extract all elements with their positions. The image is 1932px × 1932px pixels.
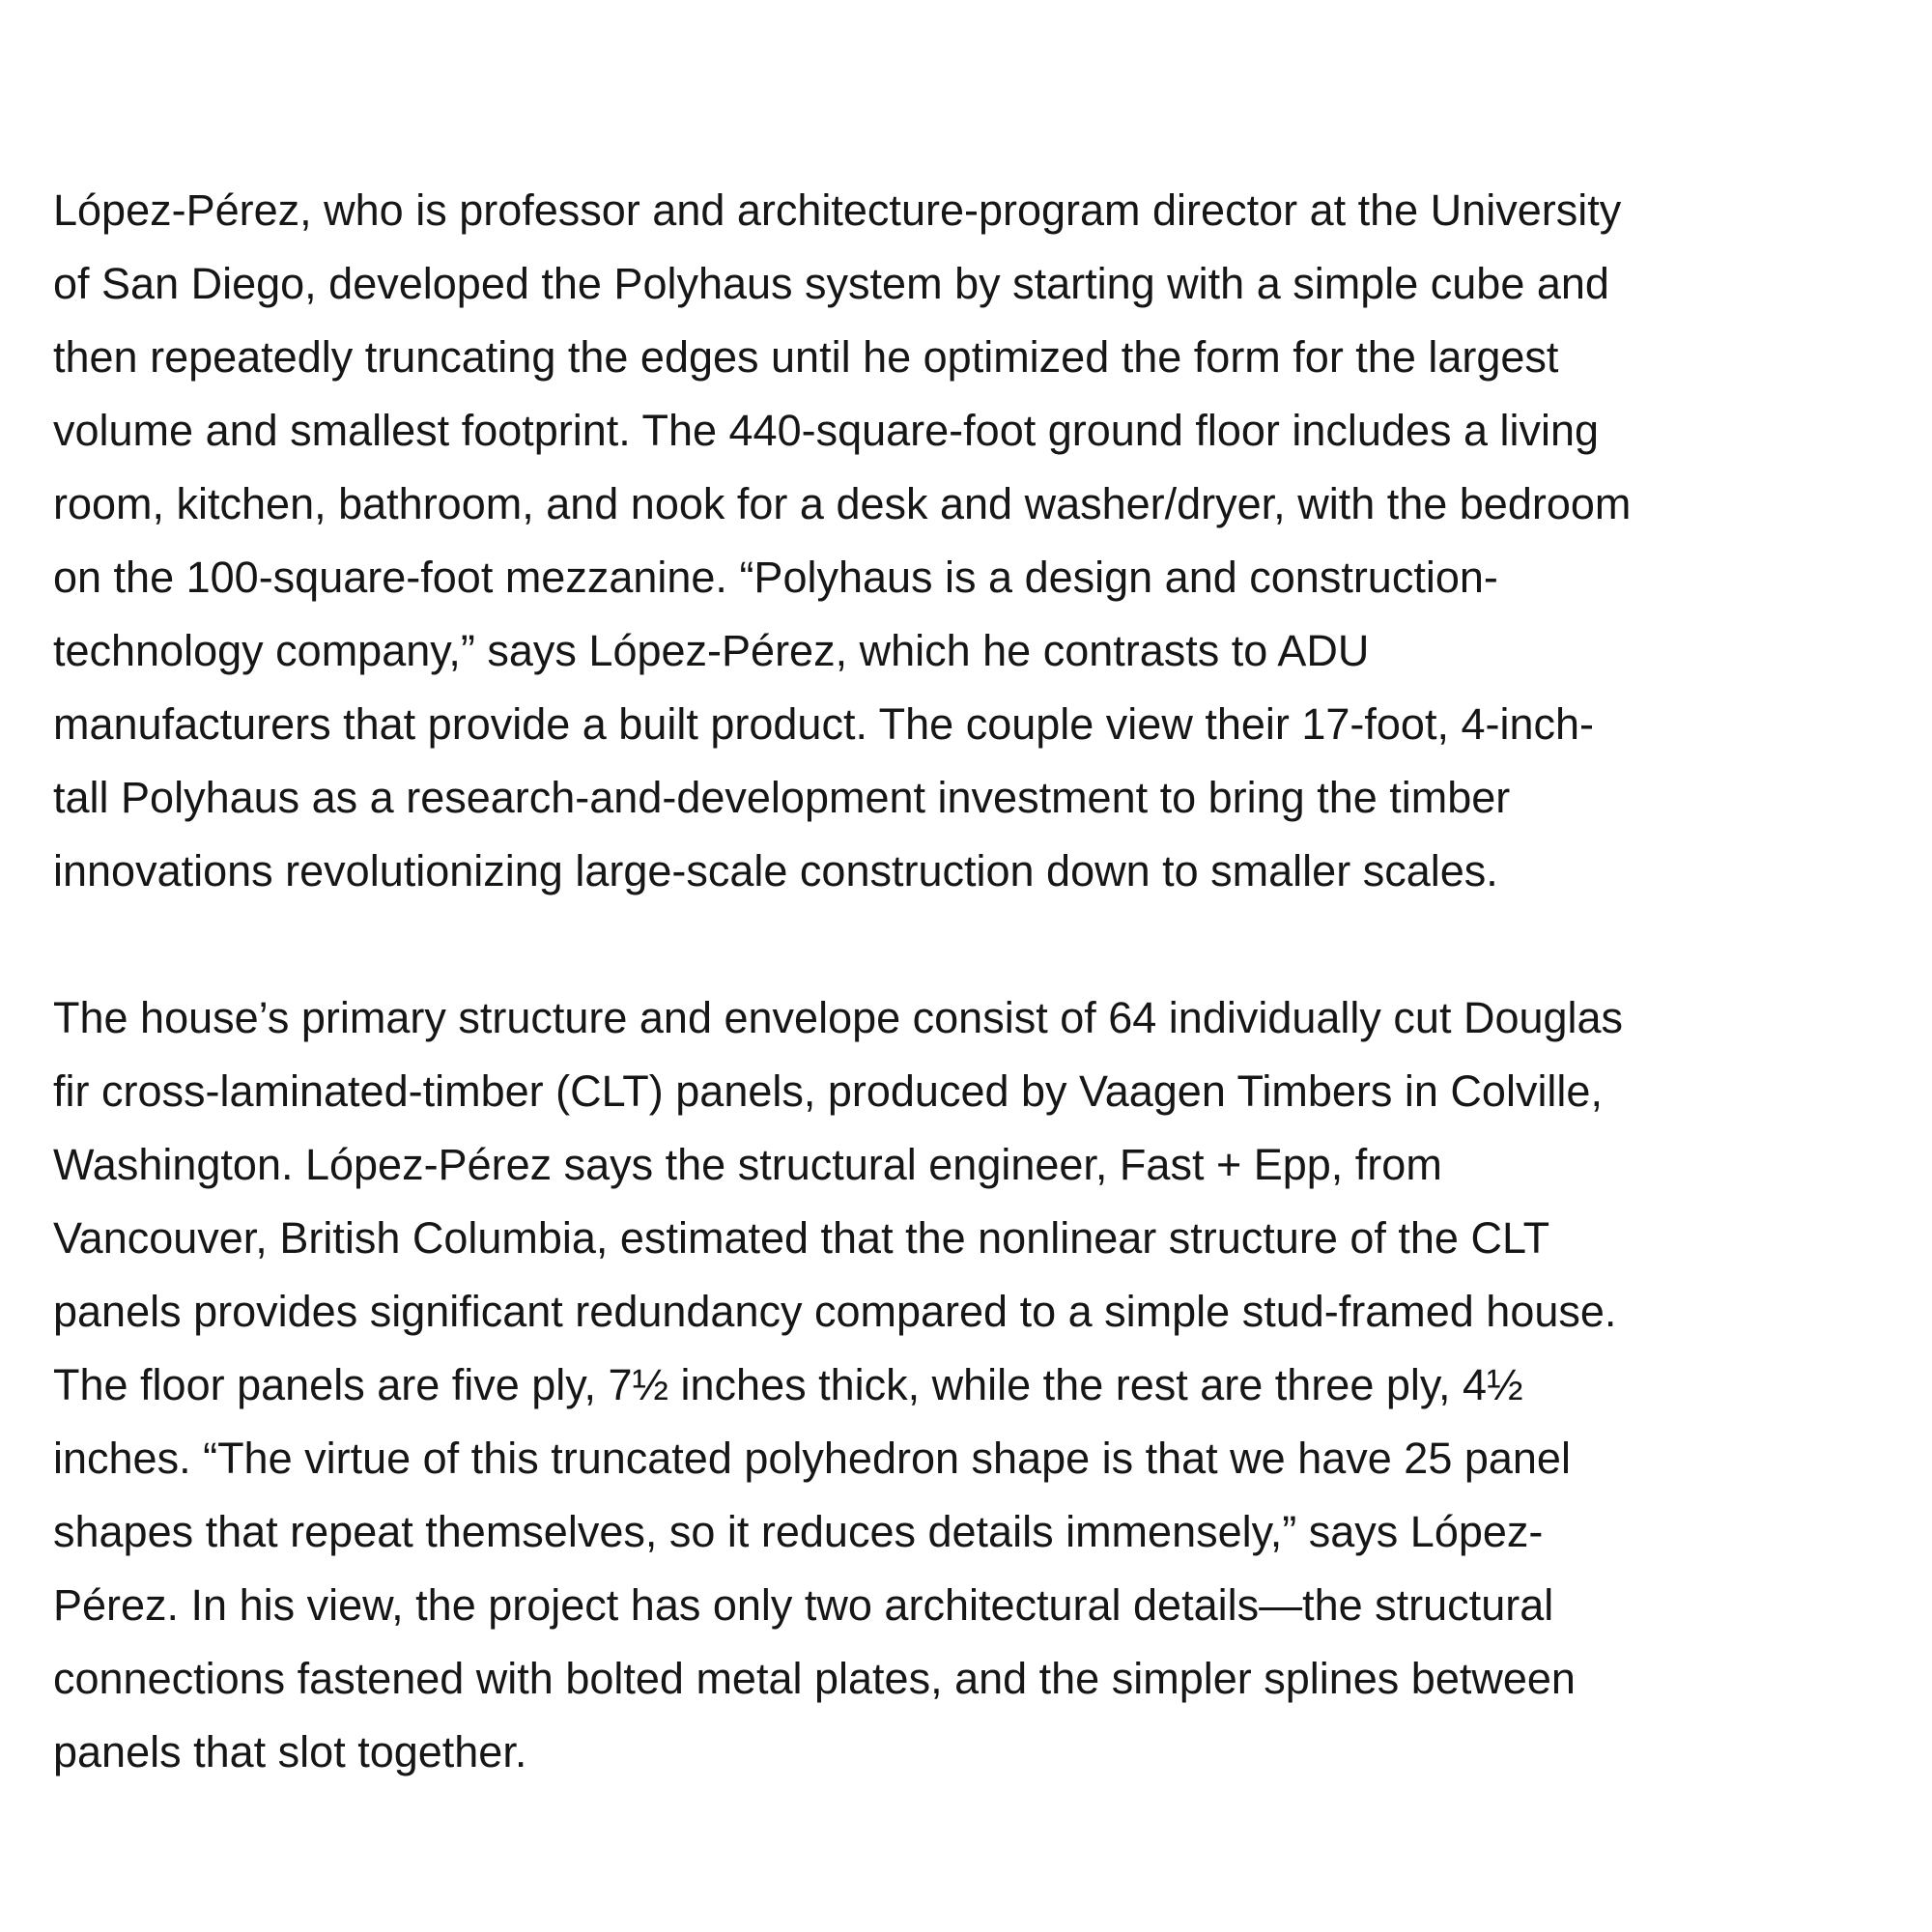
paragraph-line: on the 100-square-foot mezzanine. “Polyhaus is a design and construction- bbox=[53, 553, 1498, 602]
paragraph-line: Vancouver, British Columbia, estimated that the nonlinear structure of the CLT bbox=[53, 1213, 1550, 1263]
paragraph-line: Washington. López-Pérez says the structural engineer, Fast + Epp, from bbox=[53, 1140, 1442, 1189]
paragraph-line: shapes that repeat themselves, so it reduces details immensely,” says López- bbox=[53, 1507, 1544, 1556]
paragraph-2 bbox=[53, 981, 1889, 1789]
paragraph-spacer bbox=[53, 908, 1889, 981]
paragraph-line: fir cross-laminated-timber (CLT) panels, produced by Vaagen Timbers in Colville, bbox=[53, 1066, 1603, 1116]
paragraph-line: innovations revolutionizing large-scale construction down to smaller scales. bbox=[53, 846, 1498, 895]
paragraph-line: panels that slot together. bbox=[53, 1727, 527, 1776]
paragraph-line: Pérez. In his view, the project has only two architectural details—the structural bbox=[53, 1580, 1554, 1630]
paragraph-line: panels provides significant redundancy compared to a simple stud-framed house. bbox=[53, 1287, 1617, 1336]
paragraph-line: room, kitchen, bathroom, and nook for a desk and washer/dryer, with the bedroom bbox=[53, 479, 1632, 528]
paragraph-line: then repeatedly truncating the edges until he optimized the form for the largest bbox=[53, 332, 1559, 382]
paragraph-1 bbox=[53, 174, 1889, 908]
paragraph-line: inches. “The virtue of this truncated polyhedron shape is that we have 25 panel bbox=[53, 1434, 1571, 1483]
paragraph-line: The floor panels are five ply, 7½ inches thick, while the rest are three ply, 4½ bbox=[53, 1360, 1523, 1409]
paragraph-line: technology company,” says López-Pérez, which he contrasts to ADU bbox=[53, 626, 1370, 675]
paragraph-line: volume and smallest footprint. The 440-square-foot ground floor includes a living bbox=[53, 406, 1600, 455]
paragraph-line: of San Diego, developed the Polyhaus system by starting with a simple cube and bbox=[53, 259, 1609, 308]
paragraph-line: López-Pérez, who is professor and architecture-program director at the University bbox=[53, 185, 1622, 235]
paragraph-line: manufacturers that provide a built product. The couple view their 17-foot, 4-inch- bbox=[53, 699, 1595, 749]
paragraph-line: connections fastened with bolted metal plates, and the simpler splines between bbox=[53, 1654, 1576, 1703]
paragraph-line: The house’s primary structure and envelope consist of 64 individually cut Douglas bbox=[53, 993, 1624, 1042]
article-body bbox=[53, 174, 1889, 1789]
paragraph-line: tall Polyhaus as a research-and-development investment to bring the timber bbox=[53, 773, 1511, 822]
